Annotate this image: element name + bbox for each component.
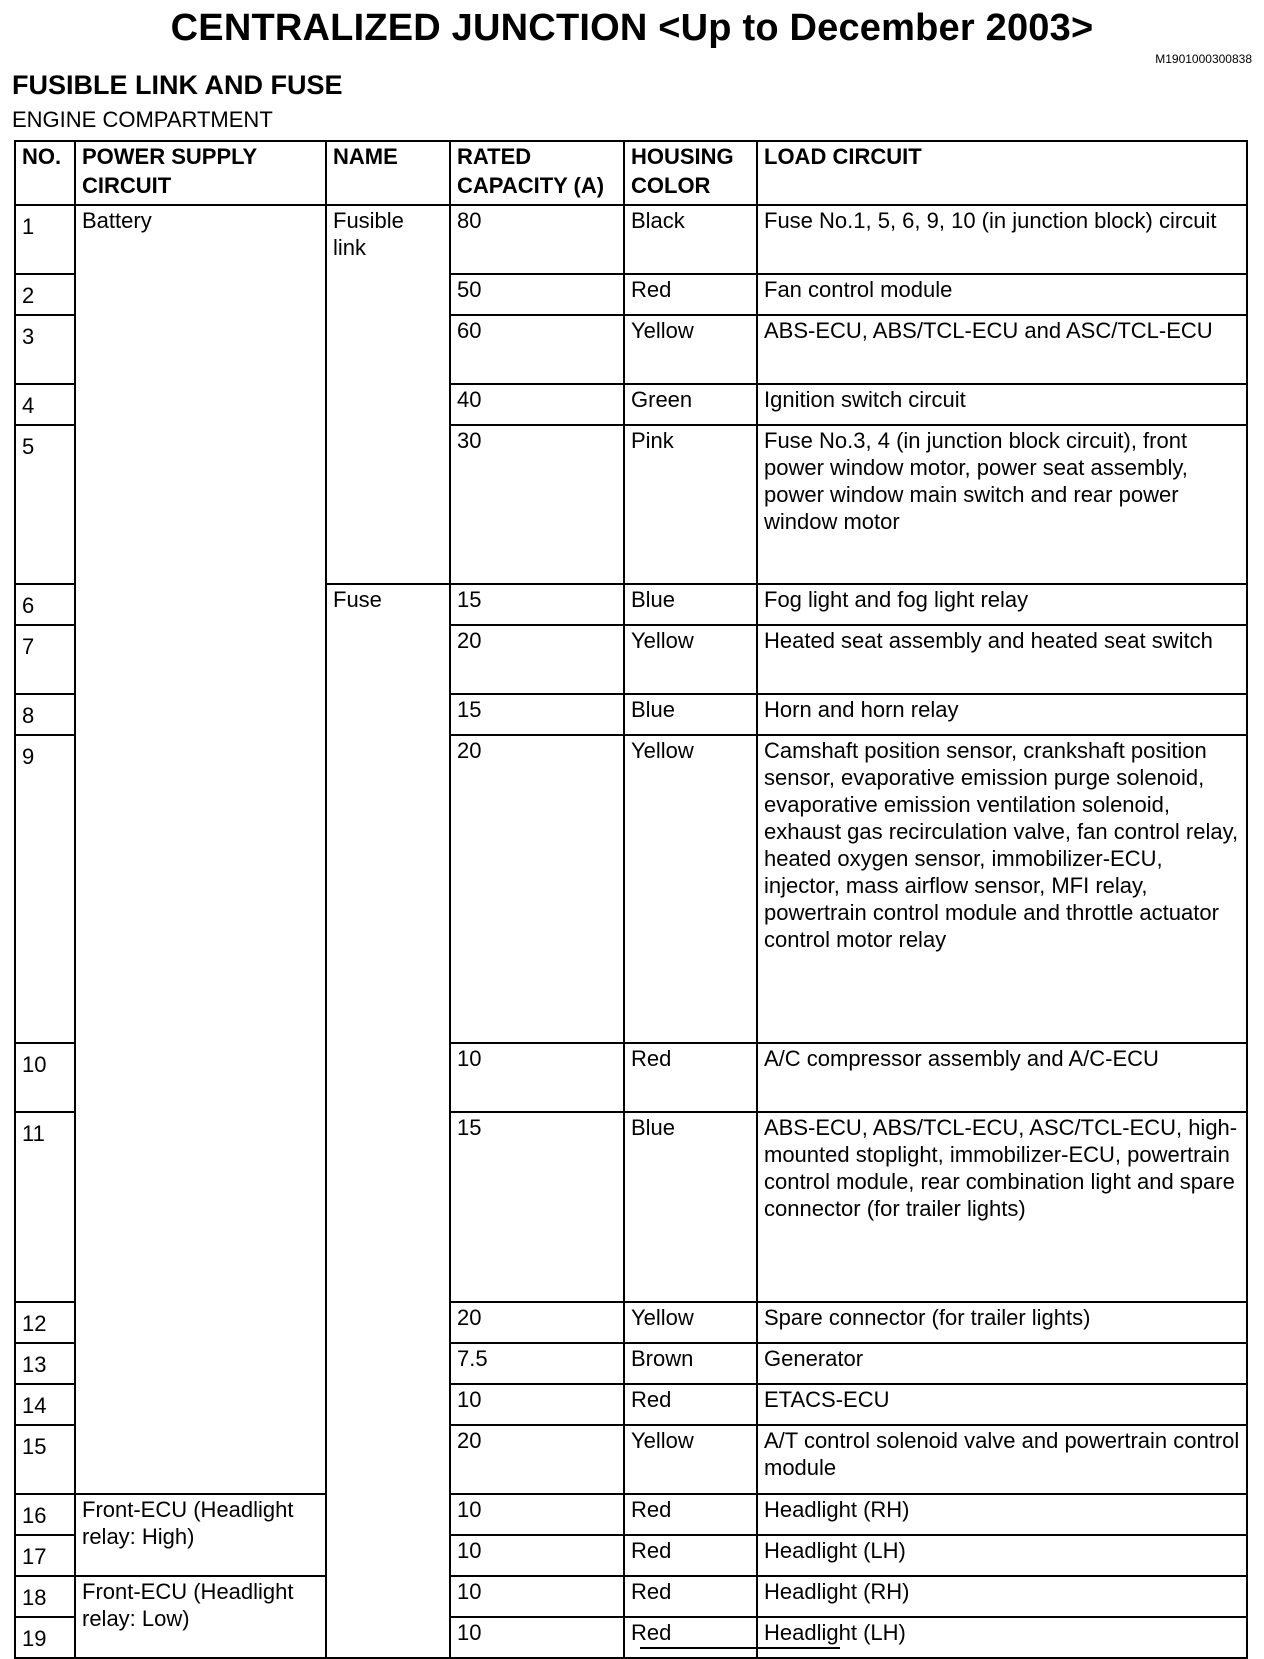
color-cell: Red	[624, 1535, 757, 1576]
name-cell: Fuse	[326, 584, 450, 1658]
color-cell: Red	[624, 274, 757, 315]
load-cell: Generator	[757, 1343, 1247, 1384]
color-cell: Yellow	[624, 1425, 757, 1494]
row-no: 18	[15, 1576, 75, 1617]
row-no: 15	[15, 1425, 75, 1494]
capacity-cell: 15	[450, 694, 624, 735]
row-no: 13	[15, 1343, 75, 1384]
row-no: 11	[15, 1112, 75, 1302]
row-no: 4	[15, 384, 75, 425]
color-cell: Black	[624, 205, 757, 274]
capacity-cell: 30	[450, 425, 624, 584]
load-cell: Heated seat assembly and heated seat switch	[757, 625, 1247, 694]
capacity-cell: 10	[450, 1617, 624, 1658]
power-supply-cell: Front-ECU (Headlight relay: Low)	[75, 1576, 326, 1658]
load-cell: Fog light and fog light relay	[757, 584, 1247, 625]
color-cell: Red	[624, 1617, 757, 1658]
color-cell: Red	[624, 1494, 757, 1535]
header-rated-capacity: RATED CAPACITY (A)	[450, 141, 624, 205]
row-no: 12	[15, 1302, 75, 1343]
load-cell: Headlight (RH)	[757, 1494, 1247, 1535]
header-row	[15, 141, 1247, 205]
table-row	[15, 1494, 1247, 1535]
capacity-cell: 10	[450, 1384, 624, 1425]
color-cell: Red	[624, 1384, 757, 1425]
row-no: 6	[15, 584, 75, 625]
fuse-table	[14, 140, 1248, 1659]
header-no: NO.	[15, 141, 75, 205]
capacity-cell: 15	[450, 1112, 624, 1302]
color-cell: Brown	[624, 1343, 757, 1384]
capacity-cell: 20	[450, 735, 624, 1043]
capacity-cell: 15	[450, 584, 624, 625]
color-cell: Blue	[624, 584, 757, 625]
capacity-cell: 20	[450, 1425, 624, 1494]
header-housing-color: HOUSING COLOR	[624, 141, 757, 205]
load-cell: Fan control module	[757, 274, 1247, 315]
subheading: ENGINE COMPARTMENT	[12, 107, 273, 132]
color-cell: Yellow	[624, 735, 757, 1043]
capacity-cell: 40	[450, 384, 624, 425]
capacity-cell: 20	[450, 1302, 624, 1343]
capacity-cell: 20	[450, 625, 624, 694]
load-cell: A/T control solenoid valve and powertrain control module	[757, 1425, 1247, 1494]
header-name: NAME	[326, 141, 450, 205]
color-cell: Pink	[624, 425, 757, 584]
load-cell: Headlight (LH)	[757, 1617, 1247, 1658]
power-supply-cell: Battery	[75, 205, 326, 1494]
load-cell: Headlight (RH)	[757, 1576, 1247, 1617]
row-no: 7	[15, 625, 75, 694]
page-title: CENTRALIZED JUNCTION <Up to December 2003>	[170, 7, 1094, 49]
capacity-cell: 7.5	[450, 1343, 624, 1384]
footer-divider	[640, 1647, 840, 1649]
row-no: 3	[15, 315, 75, 384]
capacity-cell: 10	[450, 1576, 624, 1617]
capacity-cell: 50	[450, 274, 624, 315]
document-id: M1901000300838	[1155, 52, 1252, 66]
table-row	[15, 205, 1247, 274]
load-cell: Camshaft position sensor, crankshaft position sensor, evaporative emission purge solenoid, evaporative emission ventilation solenoid, exhaust gas recirculation valve, fan control relay, heated oxygen sensor, immobilizer-ECU, injector, mass airflow sensor, MFI relay, powertrain control module and throttle actuator control motor relay	[757, 735, 1247, 1043]
load-cell: Fuse No.3, 4 (in junction block circuit), front power window motor, power seat assembly, power window main switch and rear power window motor	[757, 425, 1247, 584]
load-cell: A/C compressor assembly and A/C-ECU	[757, 1043, 1247, 1112]
row-no: 10	[15, 1043, 75, 1112]
load-cell: Ignition switch circuit	[757, 384, 1247, 425]
color-cell: Yellow	[624, 315, 757, 384]
header-power-supply: POWER SUPPLY CIRCUIT	[75, 141, 326, 205]
load-cell: Horn and horn relay	[757, 694, 1247, 735]
section-heading: FUSIBLE LINK AND FUSE	[12, 70, 343, 100]
table-row	[15, 1576, 1247, 1617]
row-no: 14	[15, 1384, 75, 1425]
load-cell: Spare connector (for trailer lights)	[757, 1302, 1247, 1343]
color-cell: Red	[624, 1043, 757, 1112]
name-cell: Fusible link	[326, 205, 450, 584]
capacity-cell: 10	[450, 1535, 624, 1576]
color-cell: Blue	[624, 1112, 757, 1302]
color-cell: Blue	[624, 694, 757, 735]
load-cell: Headlight (LH)	[757, 1535, 1247, 1576]
row-no: 5	[15, 425, 75, 584]
header-load-circuit: LOAD CIRCUIT	[757, 141, 1247, 205]
capacity-cell: 10	[450, 1494, 624, 1535]
capacity-cell: 60	[450, 315, 624, 384]
load-cell: ABS-ECU, ABS/TCL-ECU and ASC/TCL-ECU	[757, 315, 1247, 384]
color-cell: Red	[624, 1576, 757, 1617]
row-no: 16	[15, 1494, 75, 1535]
row-no: 19	[15, 1617, 75, 1658]
load-cell: ABS-ECU, ABS/TCL-ECU, ASC/TCL-ECU, high-mounted stoplight, immobilizer-ECU, powertrain control module, rear combination light and spare connector (for trailer lights)	[757, 1112, 1247, 1302]
load-cell: ETACS-ECU	[757, 1384, 1247, 1425]
row-no: 9	[15, 735, 75, 1043]
load-cell: Fuse No.1, 5, 6, 9, 10 (in junction block) circuit	[757, 205, 1247, 274]
color-cell: Yellow	[624, 1302, 757, 1343]
row-no: 1	[15, 205, 75, 274]
color-cell: Green	[624, 384, 757, 425]
row-no: 2	[15, 274, 75, 315]
capacity-cell: 10	[450, 1043, 624, 1112]
row-no: 17	[15, 1535, 75, 1576]
capacity-cell: 80	[450, 205, 624, 274]
power-supply-cell: Front-ECU (Headlight relay: High)	[75, 1494, 326, 1576]
row-no: 8	[15, 694, 75, 735]
color-cell: Yellow	[624, 625, 757, 694]
